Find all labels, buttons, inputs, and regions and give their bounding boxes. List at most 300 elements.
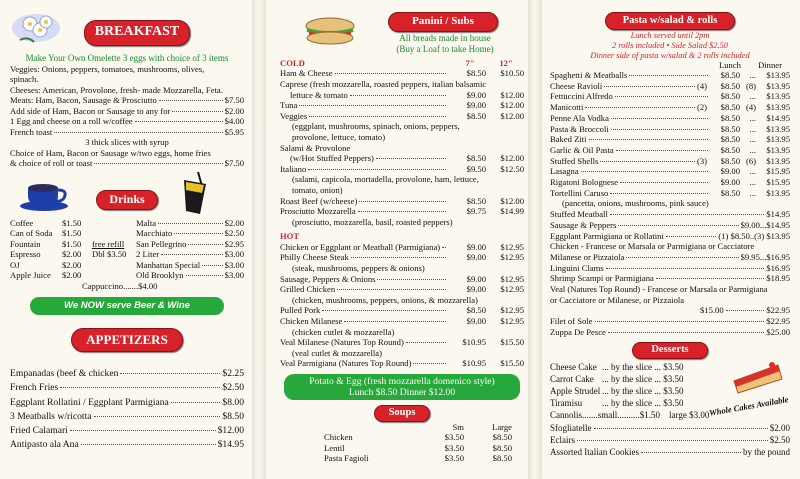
leader-dots [322, 310, 446, 311]
pasta-item [550, 113, 790, 124]
soup-lg: $8.50 [492, 442, 512, 453]
pasta-notes: Lunch served until 2pm 2 rolls included • Side Salad $2.50 Dinner side of pasta w/salad & 2 rolls included [590, 31, 750, 60]
sandwich-icon [304, 16, 356, 46]
desserts-header [550, 342, 790, 359]
appetizer-item [10, 424, 244, 438]
item-name: Roast Beef (w/cheese) [280, 195, 358, 206]
price-7: $9.00 [466, 284, 486, 295]
price-7: $9.00 [466, 89, 486, 100]
item-name: Add side of Ham, Bacon or Sausage to any for [10, 105, 171, 116]
item-price: $5.95 [224, 126, 244, 137]
drink-extra: free refill [92, 238, 125, 249]
item-name: (w/Hot Stuffed Peppers) [290, 153, 374, 164]
dots: ... [602, 361, 611, 372]
sub-item-desc: (prosciutto, mozzarella, basil, roasted peppers) [292, 216, 453, 227]
item-name: Prosciutto Mozzarella [280, 206, 356, 217]
item-name: Chicken or Eggplant or Meatball (Parmigiana) [280, 241, 441, 252]
item-name: 2 Liter [136, 249, 160, 260]
pasta-item [550, 188, 790, 199]
dinner-price: $13.95 [766, 187, 790, 198]
dots: ... [602, 385, 611, 396]
price-7: $8.50 [466, 305, 486, 316]
price-7: $9.00 [466, 241, 487, 252]
veal-line-2: or Cacciatore or Milanese, or Pizzaiola [550, 294, 685, 305]
item-price: $8.00 [222, 396, 244, 408]
pasta-item [550, 134, 790, 145]
dinner-qty: ... [749, 177, 756, 188]
leader-dots [54, 132, 222, 133]
leader-dots [581, 171, 708, 172]
item-name: Chicken Milanese [280, 316, 343, 327]
dinner-qty: ... [749, 166, 756, 177]
dinner-qty: ... [749, 112, 756, 123]
dessert-by: by the slice [611, 373, 652, 384]
soup-name: Lentil [324, 442, 345, 453]
cold-label: COLD [280, 58, 305, 68]
pasta-item [550, 166, 790, 177]
drink-price: $1.50 [62, 217, 82, 228]
sub-item-desc: provolone, lettuce, tomato) [292, 132, 386, 143]
dots: ... [652, 385, 664, 396]
price-7: $8.50 [466, 68, 486, 79]
flower-icon [10, 8, 68, 48]
dots: ... [652, 398, 664, 409]
sub-item [280, 305, 524, 316]
leader-dots [188, 244, 222, 245]
potato-egg-banner: Potato & Egg (fresh mozzarella domenico style) Lunch $8.50 Dinner $12.00 [284, 374, 520, 400]
price-12: $12.95 [500, 252, 524, 263]
sub-item [280, 337, 524, 348]
dinner-qty: ... [749, 134, 756, 145]
price-12: $12.00 [500, 153, 524, 164]
desserts-list [550, 361, 790, 459]
leader-dots [594, 428, 768, 429]
sub-item: Salami & Provolone [280, 142, 351, 153]
sub-item-desc: (steak, mushrooms, peppers & onions) [292, 263, 425, 274]
drink-price: $2.00 [62, 249, 82, 260]
lunch-price: $8.50 [720, 91, 740, 102]
zuppa-line: Zuppa De Pesce $25.00 [550, 326, 790, 337]
price-12: $15.50 [500, 358, 524, 369]
price-7: $10.95 [462, 337, 486, 348]
dinner-price: $13.95 [766, 80, 790, 91]
drink-name: Can of Soda [10, 228, 53, 239]
beer-wine-banner: We NOW serve Beer & Wine [30, 297, 224, 315]
dessert-item [550, 434, 790, 446]
panini-title: Panini / Subs [388, 12, 498, 32]
item-name: Eggplant Rollatini / Eggplant Parmigiana [10, 396, 169, 408]
breakfast-item [10, 127, 244, 137]
price-7: $9.00 [466, 252, 486, 263]
leader-dots [616, 150, 708, 151]
item-name: Penne Ala Vodka [550, 112, 609, 123]
soup-sm: $3.50 [444, 442, 464, 453]
breakfast-header [10, 0, 244, 48]
item-name: 1 Egg and cheese on a roll w/coffee [10, 116, 133, 127]
leader-dots [161, 254, 223, 255]
lunch-price: $8.50 [720, 112, 740, 123]
item-price: $8.50 [222, 410, 244, 422]
filet-line: Filet of Sole $22.95 [550, 316, 790, 327]
dessert-name: Apple Strudel [550, 385, 601, 396]
leader-dots [158, 223, 223, 224]
drink-item [136, 228, 244, 238]
dinner-qty: (6) [745, 155, 756, 166]
sub-item-desc: (eggplant, mushrooms, spinach, onions, peppers, [292, 121, 460, 132]
item-name: Pulled Pork [280, 305, 321, 316]
drinks-header [10, 176, 244, 216]
breakfast-item [10, 116, 244, 126]
leader-dots [589, 139, 708, 140]
linguini-line: Linguini Clams $16.95 [550, 262, 790, 273]
item-price: $2.95 [224, 238, 244, 249]
lunch-qty: (3) [696, 155, 707, 166]
item-name: Garlic & Oil Pasta [550, 144, 614, 155]
breakfast-item [10, 106, 244, 116]
item-price: $3.00 [224, 249, 244, 260]
item-name: Baked Ziti [550, 134, 587, 145]
lunch-price: $8.50 [720, 70, 740, 80]
soup-sm: $3.50 [444, 432, 464, 443]
item-name: Tuna [280, 100, 298, 111]
dots: ... [652, 361, 664, 372]
price-12: $12.00 [500, 195, 524, 206]
dinner-price: $13.95 [766, 123, 790, 134]
sub-item [280, 358, 524, 369]
soup-sm: $3.50 [444, 453, 464, 464]
soup-lg: $8.50 [492, 453, 512, 464]
dots: ... [602, 398, 611, 409]
dessert-by: by the slice [611, 398, 652, 409]
stuffed-meatball: Stuffed Meatball $14.95 [550, 209, 790, 220]
dessert-price: $3.50 [663, 398, 684, 409]
sub-item-desc: (salami, capicola, mortadella, provolone, ham, lettuce, [292, 174, 479, 185]
drink-price: $2.00 [62, 270, 82, 281]
drink-item [10, 249, 132, 259]
drink-item [10, 228, 132, 238]
pasta-item [550, 156, 790, 167]
sub-item [280, 252, 524, 263]
pasta-item [550, 145, 790, 156]
veggies-line: Veggies: Onions, peppers, tomatoes, mushrooms, olives, [10, 63, 205, 74]
panel-fold [252, 0, 266, 479]
drink-name: Coffee [10, 217, 34, 228]
leader-dots [60, 387, 220, 388]
drink-name: Fountain [10, 238, 41, 249]
hot-items [280, 242, 524, 369]
price-7: $8.50 [466, 195, 486, 206]
dessert-name: Carrot Cake [550, 373, 594, 384]
size-12: 12" [499, 58, 513, 68]
item-name: Sfogliatelle [550, 422, 592, 433]
dinner-price: $13.95 [766, 70, 790, 80]
soups-columns: Sm Large [452, 422, 512, 432]
leader-dots [309, 116, 446, 117]
pasta-item [550, 177, 790, 188]
item-name: Philly Cheese Steak [280, 252, 349, 263]
sub-item: Caprese (fresh mozzarella, roasted peppers, italian balsamic [280, 79, 487, 90]
pasta-extra-items [550, 198, 790, 337]
panel-fold [528, 0, 542, 479]
dinner-price: $13.95 [766, 144, 790, 155]
sub-item [280, 284, 524, 295]
cake-slice-icon [728, 359, 790, 395]
appetizer-item [10, 438, 244, 452]
price-12: $10.50 [500, 68, 524, 79]
leader-dots [442, 247, 446, 248]
sub-item [280, 274, 524, 285]
size-7: 7" [465, 58, 475, 68]
lunch-price: $8.50 [720, 134, 740, 145]
price-12: $12.95 [500, 305, 524, 316]
item-name: Italiano [280, 163, 307, 174]
leader-dots [135, 121, 223, 122]
dinner-price: $15.95 [766, 177, 790, 188]
dinner-price: $15.95 [766, 166, 790, 177]
appetizers-title: APPETIZERS [71, 328, 183, 352]
leader-dots [171, 402, 221, 403]
sausage-peppers: Sausage & Peppers $9.00 ... $14.95 [550, 219, 790, 230]
leader-dots [585, 107, 695, 108]
lunch-price: $8.50 [720, 155, 740, 166]
omelette-note: Make Your Own Omelette 3 eggs with choice of 3 items [25, 53, 229, 63]
breakfast-panel [0, 0, 252, 479]
item-name: Lasagna [550, 166, 579, 177]
appetizer-item [10, 381, 244, 395]
item-name: Eclairs [550, 434, 575, 445]
coffee-cup-icon [18, 176, 74, 212]
pasta-columns: Lunch Dinner [719, 60, 782, 70]
leader-dots [600, 161, 695, 162]
leader-dots [186, 275, 223, 276]
soup-lg: $8.50 [492, 432, 512, 443]
item-name: Empanadas (beef & chicken [10, 368, 119, 380]
item-name: Grilled Chicken [280, 284, 336, 295]
dessert-price: $3.50 [663, 361, 684, 372]
lunch-price: $8.50 [720, 80, 740, 91]
price-7: $9.75 [466, 206, 486, 217]
leader-dots [413, 363, 446, 364]
item-price: $3.00 [224, 259, 244, 270]
cannolis-line: Cannolis.......small..........$1.50 large $3.00 [550, 410, 710, 421]
sub-item [280, 90, 524, 101]
price-7: $8.50 [466, 110, 486, 121]
sub-item-desc: tomato, onion) [292, 185, 343, 196]
item-name: Sausage, Peppers & Onions [280, 273, 376, 284]
dessert-price: $3.50 [663, 373, 684, 384]
panini-note: All breads made in house (Buy a Loaf to take Home) [396, 33, 494, 54]
pasta-item [550, 70, 790, 81]
dinner-qty: ... [749, 187, 756, 198]
price-12: $14.99 [500, 206, 524, 217]
item-name: French Fries [10, 382, 59, 394]
cold-items [280, 68, 524, 227]
veggies-line-2: spinach. [10, 74, 39, 85]
price-7: $9.50 [466, 163, 486, 174]
price-7: $8.50 [466, 153, 486, 164]
sub-item [280, 111, 524, 122]
item-price: $4.00 [224, 116, 244, 127]
panini-header [280, 0, 524, 54]
leader-dots [620, 182, 708, 183]
price-12: $12.00 [500, 110, 524, 121]
drink-item [136, 249, 244, 259]
price-12: $12.00 [500, 100, 524, 111]
item-name: Pasta & Broccoli [550, 123, 609, 134]
sub-item-desc: (chicken, mushrooms, peppers, onions, & mozzarella) [292, 294, 478, 305]
soup-item [324, 453, 524, 463]
item-name: San Pellegrino [136, 238, 187, 249]
tortellini-desc: (pancetta, onions, mushrooms, pink sauce) [562, 198, 709, 209]
breakfast-items [10, 106, 244, 137]
drink-name: Espresso [10, 249, 41, 260]
veal-prices: $15.00 $22.95 [700, 305, 790, 316]
price-7: $9.00 [466, 273, 486, 284]
item-name: Manhattan Special [136, 259, 201, 270]
drink-price: $2.00 [62, 259, 82, 270]
dessert-name: Tiramisu [550, 398, 583, 409]
leader-dots [299, 105, 446, 106]
assorted-line: Assorted Italian Cookies by the pound [550, 447, 790, 457]
leader-dots [359, 201, 446, 202]
item-name: Spaghetti & Meatballs [550, 70, 628, 80]
soup-name: Pasta Fagioli [324, 453, 369, 464]
lunch-price: $8.50 [720, 123, 740, 134]
dinner-qty: (4) [745, 102, 756, 113]
dots: ... [652, 373, 664, 384]
dessert-by: by the slice [611, 361, 652, 372]
pasta-panel [542, 0, 800, 479]
drink-item [136, 218, 244, 228]
pasta-item [550, 81, 790, 92]
item-name: Cheese Ravioli [550, 80, 603, 91]
leader-dots [577, 440, 768, 441]
item-price: $14.95 [217, 439, 244, 451]
drink-item [136, 260, 244, 270]
sub-item [280, 100, 524, 111]
drink-item [10, 239, 132, 249]
whole-cakes-note: Whole Cakes Available [708, 393, 789, 418]
eggplant-line: Eggplant Parmigiana or Rollatini (1) $8.50 .. (3) $13.95 [550, 230, 790, 241]
leader-dots [604, 86, 695, 87]
item-price: $2.00 [224, 217, 244, 228]
price-12: $12.95 [500, 284, 524, 295]
appetizer-item [10, 410, 244, 424]
soup-item [324, 443, 524, 453]
item-price: $2.50 [222, 382, 244, 394]
leader-dots [629, 75, 708, 76]
leader-dots [70, 430, 216, 431]
drink-name: OJ [10, 259, 20, 270]
item-name: Veal Milanese (Natures Top Round) [280, 337, 404, 348]
leader-dots [376, 158, 446, 159]
sub-item [280, 153, 524, 164]
drink-name: Apple Juice [10, 270, 51, 281]
leader-dots [350, 95, 446, 96]
sub-item [280, 68, 524, 79]
pasta-items [550, 70, 790, 198]
dots: ... [602, 373, 611, 384]
soups-header [280, 405, 524, 422]
pasta-item [550, 102, 790, 113]
price-12: $12.50 [500, 163, 524, 174]
leader-dots [308, 169, 446, 170]
leader-dots [610, 193, 708, 194]
dinner-price: $13.95 [766, 102, 790, 113]
lunch-price: $8.50 [720, 187, 740, 198]
chicken-line-2: Milanese or Pizzaiola $9.95 ... $16.95 [550, 251, 790, 262]
dessert-item [550, 422, 790, 434]
leader-dots [337, 289, 446, 290]
price-12: $12.95 [500, 273, 524, 284]
drink-extra: Dbl $3.50 [92, 249, 127, 260]
price-7: $9.00 [466, 316, 486, 327]
lunch-price: $8.50 [720, 102, 740, 113]
price-12: $12.95 [500, 316, 524, 327]
leader-dots [202, 265, 222, 266]
price-7: $9.00 [466, 100, 486, 111]
pasta-title: Pasta w/salad & rolls [605, 12, 735, 30]
dessert-by: by the slice [611, 385, 652, 396]
panini-panel [266, 0, 530, 479]
leader-dots [120, 373, 220, 374]
item-price: $12.00 [217, 425, 244, 437]
price-7: $10.95 [462, 358, 486, 369]
dinner-price: $14.95 [766, 112, 790, 123]
item-name: Fried Calamari [10, 425, 68, 437]
drink-item [136, 270, 244, 280]
soup-name: Chicken [324, 432, 353, 443]
item-name: Malta [136, 217, 157, 228]
drink-price: $1.50 [62, 228, 82, 239]
hot-label: HOT [280, 231, 300, 242]
sub-item [280, 242, 524, 253]
leader-dots [406, 342, 446, 343]
appetizer-items [10, 367, 244, 452]
dinner-qty: ... [749, 70, 756, 80]
appetizer-item [10, 396, 244, 410]
sub-item [280, 196, 524, 207]
drinks-title: Drinks [96, 190, 158, 210]
dinner-qty: (8) [745, 80, 756, 91]
drink-item [10, 270, 132, 280]
sub-item [280, 206, 524, 217]
lunch-price: $8.50 [720, 144, 740, 155]
shrimp-line: Shrimp Scampi or Parmigiana $18.95 [550, 273, 790, 284]
sub-item [280, 316, 524, 327]
item-price: $2.50 [224, 228, 244, 239]
leader-dots [174, 233, 222, 234]
lunch-price: $9.00 [720, 166, 740, 177]
drinks-left [10, 218, 132, 281]
leader-dots [335, 73, 446, 74]
item-name: Stuffed Shells [550, 155, 599, 166]
item-name: Veggies [280, 110, 308, 121]
chicken-line: Chicken - Francese or Marsala or Parmigiana or Cacciatore [550, 241, 755, 252]
soup-item [324, 432, 524, 442]
lunch-qty: (4) [696, 80, 707, 91]
choice-line: Choice of Ham, Bacon or Sausage w/two eggs, home fries [10, 147, 211, 158]
soups-title: Soups [374, 405, 430, 422]
cold-header [280, 58, 524, 68]
sub-item [280, 164, 524, 175]
leader-dots [611, 129, 708, 130]
leader-dots [94, 416, 221, 417]
appetizer-item [10, 367, 244, 381]
drinks-right [132, 218, 244, 281]
french-toast-note: 3 thick slices with syrup [85, 137, 169, 148]
soup-items [280, 432, 524, 463]
